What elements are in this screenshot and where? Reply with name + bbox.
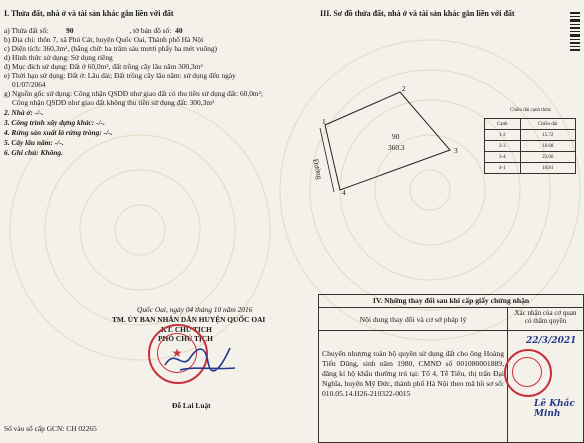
sheet-label: , tờ bản đồ số: [129,26,172,35]
section-title-land: I. Thửa đất, nhà ở và tài sản khác gắn liền với đất [4,9,174,18]
usage-term-line: e) Thời hạn sử dụng: Đất ở: Lâu dài; Đất trồng cây lâu năm: sử dụng đến ngày [4,71,236,80]
origin-line-2: Công nhận QSDĐ như giao đất không thu tiền sử dụng đất: 300,3m² [12,98,215,107]
issuing-authority: TM. ỦY BAN NHÂN DÂN HUYỆN QUỐC OAI [112,315,266,324]
signature-left [160,340,240,378]
changes-table [318,294,584,443]
usage-term-date: 01/07/2064 [12,80,46,89]
other-construction-item: 3. Công trình xây dựng khác: -/-. [4,118,105,127]
note-item: 6. Ghi chú: Không. [4,148,63,157]
table-row [485,130,576,141]
issue-place-date: Quốc Oai, ngày 04 tháng 10 năm 2016 [137,305,253,314]
map-point-1: 1 [322,117,326,126]
sheet-number: 40 [175,26,183,35]
length-cell: 18.68 [520,141,575,152]
table-header-row [485,119,576,130]
map-point-2: 2 [402,84,406,93]
changes-confirmation-cell [508,331,584,443]
map-parcel-area: 360.3 [388,143,405,152]
changes-signer: Lê Khắc Minh [534,399,575,419]
edge-cell: 1-2 [485,130,521,141]
on-behalf-chairman: KT. CHỦ TỊCH [161,325,212,334]
map-parcel-number: 90 [392,132,400,141]
table-row [485,163,576,174]
edge-cell: 2-3 [485,141,521,152]
changes-content: Chuyển nhượng toàn bộ quyền sử dụng đất cho ông Hoàng Tiến Dũng, sinh năm 1980, CMND số 001080001889, đăng kí hộ khẩu thường trú tại: Tổ 4, Tễ Tiêu, thị trấn Đại Nghĩa, huyện Mỹ Đức, thành phố Hà Nội theo mã hồ sơ số: 010.05.14.H26-210322-0015 [319,331,508,443]
edge-cell: 4-1 [485,163,521,174]
map-point-3: 3 [454,146,458,155]
map-point-4: 4 [342,188,346,197]
parcel-number: 90 [66,26,74,35]
vice-chairman-title: PHÓ CHỦ TỊCH [158,334,213,343]
length-cell: 18.81 [520,163,575,174]
length-cell: 23.66 [520,152,575,163]
changes-date: 22/3/2021 [526,336,577,346]
corner-length-table [484,118,576,174]
star-icon: ★ [171,346,183,360]
length-cell: 15.72 [520,130,575,141]
col-edge: Cạnh [485,119,521,130]
edge-cell: 3-4 [485,152,521,163]
parcel-number-line [4,26,183,35]
col-length: Chiều dài [520,119,575,130]
planted-forest-item: 4. Rừng sản xuất là rừng trồng: -/-. [4,128,113,137]
perennial-trees-item: 5. Cây lâu năm: -/-. [4,138,64,147]
table-row [485,152,576,163]
map-road-label: Đường [311,158,325,181]
usage-purpose-line: đ) Mục đích sử dụng: Đất ở 60,0m², đất trồng cây lâu năm 300,3m² [4,62,203,71]
origin-line-1: g) Nguồn gốc sử dụng: Công nhận QSDĐ như giao đất có thu tiền sử dụng đất: 60,0m²; [4,89,263,98]
address-line: b) Địa chỉ: thôn 7, xã Phú Cát, huyện Quốc Oai, Thành phố Hà Nội [4,35,204,44]
corner-table-caption: Chiều dài cạnh thửa: [510,108,552,113]
registration-number: Số vào sổ cấp GCN: CH 02265 [4,424,97,433]
official-seal-right [504,349,552,397]
usage-form-line: d) Hình thức sử dụng: Sử dụng riêng [4,53,113,62]
parcel-label: a) Thửa đất số: [4,26,49,35]
section-title-map: III. Sơ đồ thửa đất, nhà ở và tài sản khác gắn liền với đất [320,9,515,18]
changes-title: IV. Những thay đổi sau khi cấp giấy chứng nhận [319,295,584,308]
signer-name-left: Đỗ Lai Luật [172,401,211,410]
table-row [485,141,576,152]
changes-col-confirmation: Xác nhận của cơ quan có thẩm quyền [508,308,584,331]
area-line: c) Diện tích: 360,3m², (bằng chữ: ba trăm sáu mươi phẩy ba mét vuông) [4,44,218,53]
house-item: 2. Nhà ở: -/-. [4,108,44,117]
changes-col-content: Nội dung thay đổi và cơ sở pháp lý [319,308,508,331]
barcode-icon [570,12,580,52]
